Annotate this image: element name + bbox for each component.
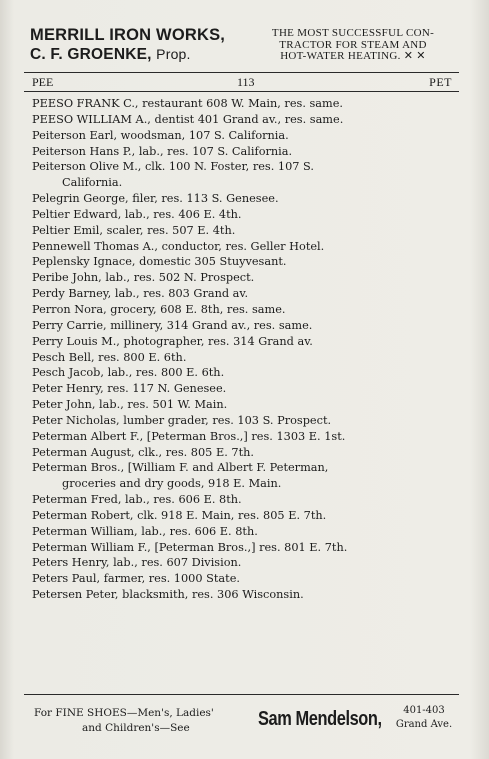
directory-entry: Petersen Peter, blacksmith, res. 306 Wisconsin. xyxy=(32,588,304,602)
directory-entry: PEESO WILLIAM A., dentist 401 Grand av., res. same. xyxy=(32,112,344,126)
directory-entry: Peiterson Olive M., clk. 100 N. Foster, res. 107 S. xyxy=(32,160,314,174)
directory-entry: Peiterson Earl, woodsman, 107 S. California. xyxy=(32,128,289,142)
page-footer-advertisement xyxy=(34,700,454,740)
footer-ad-text xyxy=(34,706,214,736)
directory-entry: Peterman Fred, lab., res. 606 E. 8th. xyxy=(32,493,242,507)
slogan-line-2: TRACTOR FOR STEAM AND xyxy=(279,38,427,51)
directory-entry: Peplensky Ignace, domestic 305 Stuyvesant. xyxy=(32,255,287,269)
page-header-advertisement xyxy=(30,26,454,70)
header-rule xyxy=(24,72,459,73)
footer-address xyxy=(394,704,454,732)
directory-entry: Pelegrin George, filer, res. 113 S. Genesee. xyxy=(32,192,279,206)
directory-entry-continuation: California. xyxy=(62,176,123,190)
directory-entry: Peter John, lab., res. 501 W. Main. xyxy=(32,398,228,412)
directory-entry: Pennewell Thomas A., conductor, res. Geller Hotel. xyxy=(32,239,325,253)
directory-entry: Peters Paul, farmer, res. 1000 State. xyxy=(32,572,240,586)
directory-entry: Peribe John, lab., res. 502 N. Prospect. xyxy=(32,271,255,285)
directory-entries xyxy=(32,96,456,603)
advertiser-company: MERRILL IRON WORKS, xyxy=(30,26,226,44)
proprietor-title: Prop. xyxy=(156,46,191,62)
directory-entry: PEESO FRANK C., restaurant 608 W. Main, res. same. xyxy=(32,97,344,110)
directory-entry-continuation: groceries and dry goods, 918 E. Main. xyxy=(62,477,282,491)
running-head xyxy=(32,75,452,89)
directory-entry: Peterman William, lab., res. 606 E. 8th. xyxy=(32,524,258,538)
guide-word-left: PEE xyxy=(32,75,54,89)
directory-entry: Peterman Albert F., [Peterman Bros.,] res. 1303 E. 1st. xyxy=(32,429,346,443)
slogan-line-1: THE MOST SUCCESSFUL CON- xyxy=(271,27,435,39)
footer-address-line-2: Grand Ave. xyxy=(395,719,453,730)
directory-entry: Perry Louis M., photographer, res. 314 Grand av. xyxy=(32,334,313,348)
directory-entry: Perdy Barney, lab., res. 803 Grand av. xyxy=(32,287,249,301)
directory-entry: Peter Henry, res. 117 N. Genesee. xyxy=(32,382,227,396)
advertiser-block xyxy=(30,26,245,64)
directory-entry: Perron Nora, grocery, 608 E. 8th, res. same. xyxy=(32,302,286,316)
slogan-line-3: HOT-WATER HEATING. ✕ ✕ xyxy=(280,50,426,62)
page-number: 113 xyxy=(237,75,255,89)
directory-entry: Peiterson Hans P., lab., res. 107 S. California. xyxy=(32,144,293,158)
advertiser-slogan xyxy=(252,28,454,63)
directory-entry: Peltier Emil, scaler, res. 507 E. 4th. xyxy=(32,223,236,237)
proprietor-name: C. F. GROENKE, xyxy=(30,46,152,63)
directory-entry: Perry Carrie, millinery, 314 Grand av., res. same. xyxy=(32,318,313,332)
footer-address-line-1: 401-403 xyxy=(403,705,445,716)
footer-ad-line-2: and Children's—See xyxy=(82,722,190,734)
directory-entry: Peterman Bros., [William F. and Albert F. Peterman, xyxy=(32,461,329,475)
footer-rule xyxy=(24,694,459,695)
directory-entry: Peltier Edward, lab., res. 406 E. 4th. xyxy=(32,207,242,221)
footer-merchant-name: Sam Mendelson, xyxy=(258,708,382,730)
directory-entry: Peterman Robert, clk. 918 E. Main, res. 805 E. 7th. xyxy=(32,508,327,522)
directory-entry: Peterman William F., [Peterman Bros.,] res. 801 E. 7th. xyxy=(32,540,348,554)
guide-word-right: PET xyxy=(429,75,452,89)
advertiser-proprietor xyxy=(30,45,245,64)
directory-entry: Peter Nicholas, lumber grader, res. 103 S. Prospect. xyxy=(32,413,332,427)
directory-entry: Pesch Jacob, lab., res. 800 E. 6th. xyxy=(32,366,225,380)
directory-entry: Peters Henry, lab., res. 607 Division. xyxy=(32,556,242,570)
running-head-rule xyxy=(24,91,459,92)
directory-entry: Pesch Bell, res. 800 E. 6th. xyxy=(32,350,187,364)
footer-ad-line-1: For FINE SHOES—Men's, Ladies' xyxy=(34,707,214,719)
directory-entry: Peterman August, clk., res. 805 E. 7th. xyxy=(32,445,254,459)
